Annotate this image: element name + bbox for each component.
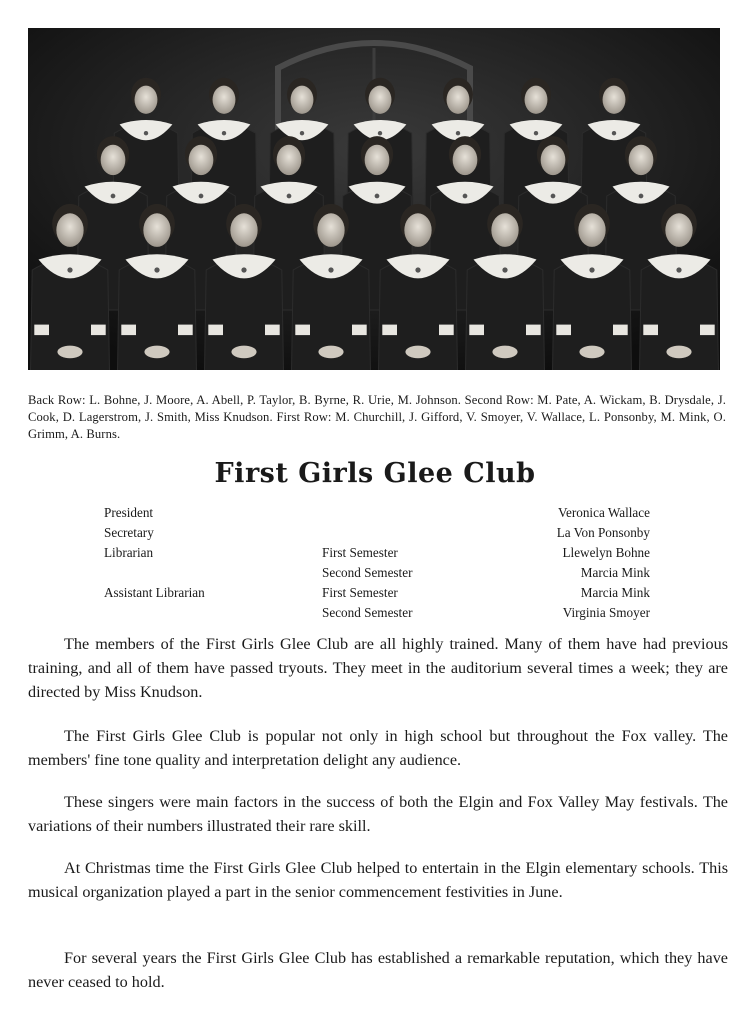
officer-term: Second Semester: [322, 605, 413, 620]
officer-name: Marcia Mink: [580, 585, 650, 600]
officer-term: Second Semester: [322, 565, 413, 580]
officer-role: Assistant Librarian: [104, 585, 205, 600]
group-photo: [28, 28, 720, 370]
officer-term: First Semester: [322, 585, 398, 600]
officers-list: [0, 505, 750, 625]
photo-caption: Back Row: L. Bohne, J. Moore, A. Abell, P. Taylor, B. Byrne, R. Urie, M. Johnson. Second Row: M. Pate, A. Wickam, B. Drysdale, J. Cook, D. Lagerstrom, J. Smith, Miss Knudson. First Row: M. Churchill, J. Gifford, V. Smoyer, V. Wallace, L. Ponsonby, M. Mink, O. Grimm, A. Burns.: [28, 393, 726, 441]
body-paragraph-4: At Christmas time the First Girls Glee Club helped to entertain in the Elgin elementary schools. This musical organization played a part in the senior commencement festivities in June.: [28, 859, 728, 901]
body-paragraph-5: For several years the First Girls Glee Club has established a remarkable reputation, which they have never ceased to hold.: [28, 949, 728, 991]
group-photo-illustration: [28, 28, 720, 370]
officer-role: Librarian: [104, 545, 154, 560]
officer-name: La Von Ponsonby: [556, 525, 650, 540]
officer-name: Veronica Wallace: [557, 505, 650, 520]
page-title: First Girls Glee Club: [214, 458, 536, 489]
officer-name: Llewelyn Bohne: [562, 545, 650, 560]
officer-term: First Semester: [322, 545, 398, 560]
body-paragraph-1: The members of the First Girls Glee Club are all highly trained. Many of them have had previous training, and all of them have passed tryouts. They meet in the auditorium several times a week; they are directed by Miss Knudson.: [28, 635, 728, 701]
officer-row: [0, 525, 750, 545]
officer-row: [0, 565, 750, 585]
officer-row: [0, 505, 750, 525]
officer-role: President: [104, 505, 154, 520]
officer-row: [0, 545, 750, 565]
officer-name: Virginia Smoyer: [562, 605, 650, 620]
body-paragraph-2: The First Girls Glee Club is popular not only in high school but throughout the Fox valley. The members' fine tone quality and interpretation delight any audience.: [28, 727, 728, 769]
officer-role: Secretary: [104, 525, 154, 540]
body-paragraph-3: These singers were main factors in the success of both the Elgin and Fox Valley May festivals. The variations of their numbers illustrated their rare skill.: [28, 793, 728, 835]
officer-row: [0, 585, 750, 605]
officer-row: [0, 605, 750, 625]
officer-name: Marcia Mink: [580, 565, 650, 580]
